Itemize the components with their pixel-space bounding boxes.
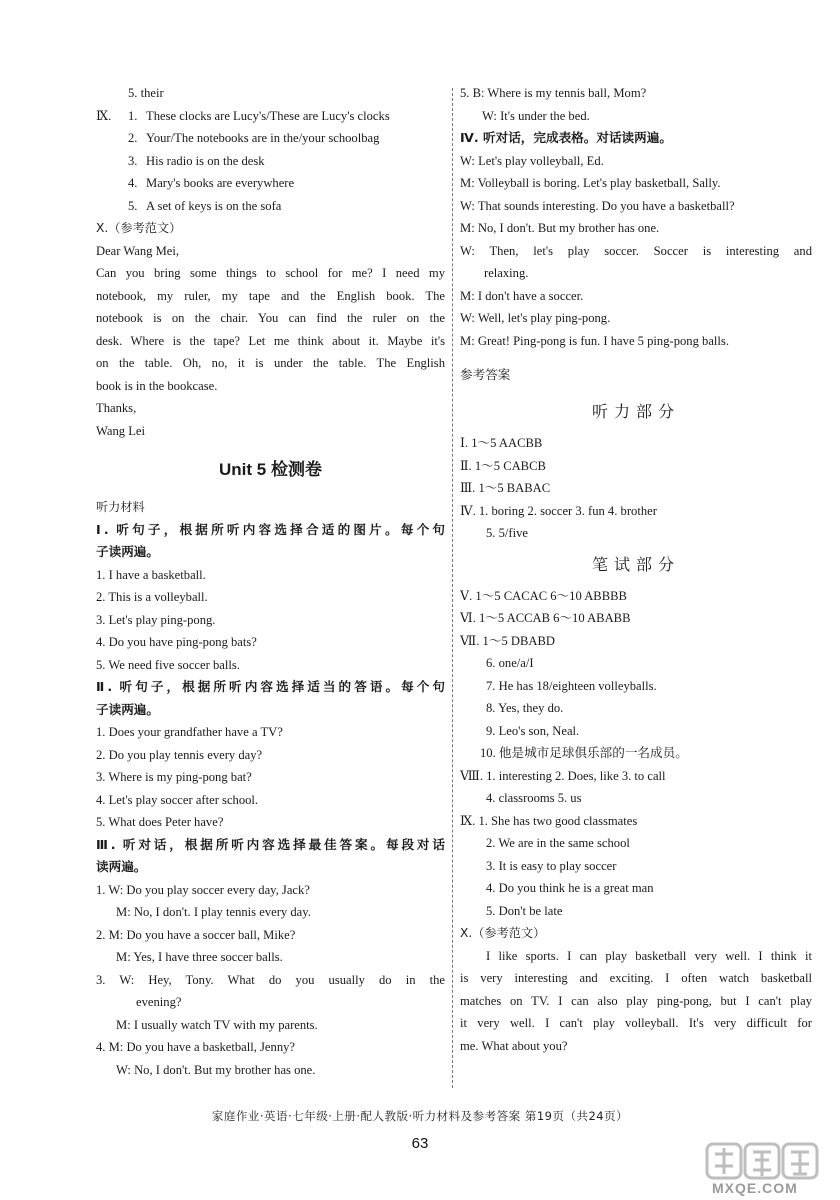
- answer-text: These clocks are Lucy's/These are Lucy's clocks: [146, 108, 390, 123]
- letter-line: notebook, my ruler, my tape and the English book. The: [96, 288, 445, 303]
- answer-text: His radio is on the desk: [146, 153, 265, 168]
- dialog-line: 4. M: Do you have a basketball, Jenny?: [96, 1040, 296, 1054]
- answer-line: Ⅵ. 1～5 ACCAB 6～10 ABABB: [460, 611, 631, 625]
- list-item: 4. Do you have ping-pong bats?: [96, 635, 257, 649]
- section-heading: 子读两遍。: [96, 544, 159, 559]
- answer-text: Your/The notebooks are in the/your schoolbag: [146, 131, 380, 145]
- item-number: 5.: [128, 198, 138, 213]
- answer-line: 9. Leo's son, Neal.: [486, 723, 580, 738]
- page-number: 63: [411, 1135, 429, 1152]
- letter-line: Wang Lei: [96, 423, 145, 438]
- section-label: Ⅹ.（参考范文）: [460, 926, 546, 940]
- answer-line: [96, 172, 445, 195]
- dialog-line: M: No, I don't. But my brother has one.: [460, 221, 660, 235]
- unit-title: Unit 5 检测卷: [219, 460, 322, 479]
- list-item: 4. Let's play soccer after school.: [96, 792, 259, 807]
- item-number: 4.: [128, 176, 138, 190]
- answer-line: Ⅴ. 1～5 CACAC 6～10 ABBBB: [460, 588, 627, 603]
- dialog-line: 1. W: Do you play soccer every day, Jack?: [96, 882, 310, 897]
- section-heading: 读两遍。: [96, 859, 147, 874]
- dialog-line: 2. M: Do you have a soccer ball, Mike?: [96, 927, 296, 942]
- list-item: 1. I have a basketball.: [96, 567, 206, 582]
- essay-line: matches on TV. I can also play ping-pong, but I can't play: [460, 993, 812, 1008]
- column-divider: [452, 88, 453, 1088]
- list-item: 3. Let's play ping-pong.: [96, 612, 216, 627]
- answer-text: A set of keys is on the sofa: [146, 198, 282, 213]
- section-heading: Ⅲ. 听对话，根据所听内容选择最佳答案。每段对话: [96, 836, 445, 852]
- list-item: 5. What does Peter have?: [96, 815, 224, 829]
- answer-line: 7. He has 18/eighteen volleyballs.: [486, 678, 657, 693]
- list-item: 3. Where is my ping-pong bat?: [96, 770, 252, 784]
- dialog-line: M: Volleyball is boring. Let's play basketball, Sally.: [460, 176, 721, 190]
- dialog-line: 3. W: Hey, Tony. What do you usually do in the: [96, 972, 445, 987]
- page-footer: 家庭作业·英语·七年级·上册·配人教版·听力材料及参考答案 第19页（共24页）: [211, 1109, 629, 1123]
- answer-line: [96, 195, 445, 218]
- listening-part-heading: 听力部分: [591, 402, 680, 421]
- dialog-line: 5. B: Where is my tennis ball, Mom?: [460, 86, 647, 100]
- answer-line: Ⅳ. 1. boring 2. soccer 3. fun 4. brother: [460, 503, 657, 518]
- answer-line: Ⅸ. 1. She has two good classmates: [460, 813, 638, 828]
- answer-line: 4. classrooms 5. us: [486, 791, 582, 805]
- letter-line: on the table. Oh, no, it is under the table. The English: [96, 356, 445, 370]
- answer-line: Ⅲ. 1～5 BABAC: [460, 481, 551, 495]
- list-item: 2. Do you play tennis every day?: [96, 747, 263, 762]
- section-label: Ⅹ.（参考范文）: [96, 221, 182, 235]
- letter-line: Dear Wang Mei,: [96, 243, 180, 258]
- answer-line: 10. 他是城市足球俱乐部的一名成员。: [480, 746, 688, 760]
- section-heading: 子读两遍。: [96, 701, 159, 717]
- dialog-line: M: Yes, I have three soccer balls.: [116, 950, 283, 964]
- list-item: 2. This is a volleyball.: [96, 590, 208, 604]
- answer-line: [96, 127, 445, 150]
- letter-line: Thanks,: [96, 401, 137, 415]
- letter-line: Can you bring some things to school for me? I need my: [96, 266, 445, 280]
- watermark-text: MXQE.COM: [712, 1180, 798, 1196]
- answer-line: 4. Do you think he is a great man: [486, 881, 654, 895]
- answer-line: 8. Yes, they do.: [486, 701, 564, 715]
- dialog-line: M: I usually watch TV with my parents.: [116, 1017, 318, 1032]
- answer-line: 5. Don't be late: [486, 903, 563, 918]
- dialog-line: W: Well, let's play ping-pong.: [460, 311, 611, 325]
- dialog-line: W: No, I don't. But my brother has one.: [116, 1062, 316, 1077]
- answer-line: [96, 105, 445, 128]
- dialog-line: W: Then, let's play soccer. Soccer is interesting and: [460, 243, 812, 258]
- dialog-line: relaxing.: [484, 266, 529, 280]
- answer-line: Ⅱ. 1～5 CABCB: [460, 458, 546, 473]
- letter-line: desk. Where is the tape? Let me think about it. Maybe it's: [96, 333, 445, 348]
- answer-line: 5. their: [128, 86, 164, 100]
- answer-line: [96, 150, 445, 173]
- section-heading: Ⅳ. 听对话，完成表格。对话读两遍。: [460, 130, 672, 145]
- right-column: [460, 82, 812, 1057]
- listening-material-heading: 听力材料: [96, 500, 145, 514]
- dialog-line: M: I don't have a soccer.: [460, 288, 584, 303]
- item-number: 3.: [128, 153, 138, 168]
- essay-line: it very well. I can't play volleyball. It's very difficult for: [460, 1016, 812, 1030]
- essay-line: is very interesting and exciting. I often watch basketball: [460, 971, 812, 985]
- essay-line: I like sports. I can play basketball very well. I think it: [486, 948, 812, 963]
- left-column: [96, 82, 445, 1081]
- reference-answer-heading: 参考答案: [460, 367, 511, 382]
- letter-line: book is in the bookcase.: [96, 378, 218, 393]
- written-part-heading: 笔试部分: [591, 554, 680, 574]
- answer-line: Ⅷ. 1. interesting 2. Does, like 3. to call: [460, 768, 666, 783]
- item-number: 1.: [128, 108, 138, 123]
- item-number: 2.: [128, 131, 138, 145]
- list-item: 1. Does your grandfather have a TV?: [96, 725, 283, 739]
- letter-line: notebook is on the chair. You can find the ruler on the: [96, 311, 445, 325]
- watermark-logo: [705, 1140, 820, 1182]
- dialog-line: M: Great! Ping-pong is fun. I have 5 ping-pong balls.: [460, 333, 729, 348]
- section-heading: Ⅱ. 听句子，根据所听内容选择适当的答语。每个句: [96, 679, 445, 694]
- answer-line: 2. We are in the same school: [486, 836, 630, 850]
- dialog-line: M: No, I don't. I play tennis every day.: [116, 905, 311, 919]
- answer-line: 5. 5/five: [486, 526, 528, 540]
- dialog-line: evening?: [136, 995, 182, 1009]
- section-heading: Ⅰ. 听句子，根据所听内容选择合适的图片。每个句: [96, 521, 445, 537]
- list-item: 5. We need five soccer balls.: [96, 657, 240, 672]
- dialog-line: W: Let's play volleyball, Ed.: [460, 153, 604, 168]
- answer-line: Ⅰ. 1～5 AACBB: [460, 436, 543, 450]
- dialog-line: W: That sounds interesting. Do you have a basketball?: [460, 198, 735, 213]
- answer-line: Ⅶ. 1～5 DBABD: [460, 633, 555, 648]
- answer-line: 6. one/a/I: [486, 656, 534, 670]
- answer-line: 3. It is easy to play soccer: [486, 858, 617, 873]
- dialog-line: W: It's under the bed.: [482, 108, 590, 123]
- section-roman: Ⅸ.: [96, 108, 112, 123]
- essay-line: me. What about you?: [460, 1038, 568, 1053]
- answer-text: Mary's books are everywhere: [146, 176, 295, 190]
